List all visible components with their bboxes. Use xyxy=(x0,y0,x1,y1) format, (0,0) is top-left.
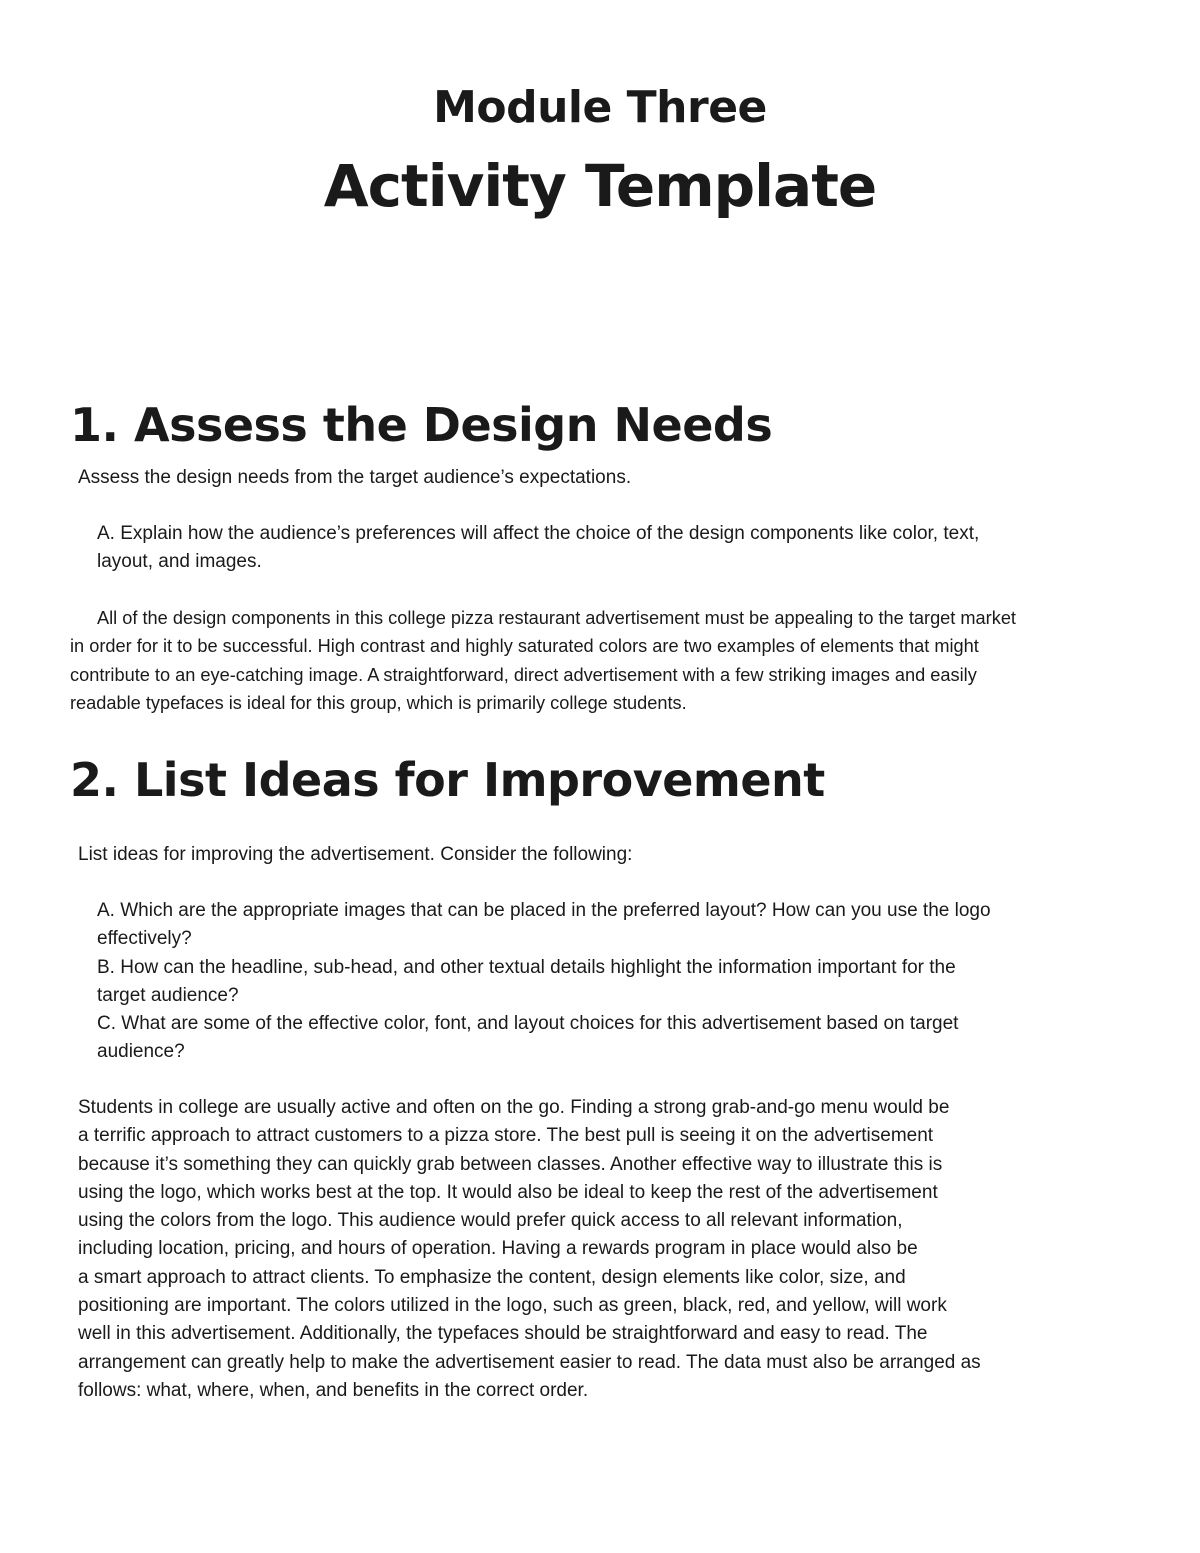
answer-line: readable typefaces is ideal for this group, which is primarily college students. xyxy=(70,692,687,713)
section2-questions xyxy=(97,897,1127,1067)
answer-line: including location, pricing, and hours of operation. Having a rewards program in place would also be xyxy=(78,1238,918,1260)
section1-question-a xyxy=(97,520,1127,577)
answer-line: using the colors from the logo. This audience would prefer quick access to all relevant information, xyxy=(78,1210,903,1232)
section2-answer xyxy=(78,1094,981,1405)
answer-line: a terrific approach to attract customers to a pizza store. The best pull is seeing it on the advertisement xyxy=(78,1125,934,1147)
answer-line: arrangement can greatly help to make the advertisement easier to read. The data must also be arranged as xyxy=(78,1351,981,1373)
section2-heading: 2. List Ideas for Improvement xyxy=(70,753,825,807)
answer-line: well in this advertisement. Additionally, the typefaces should be straightforward and easy to read. The xyxy=(78,1323,928,1345)
question-a-line: effectively? xyxy=(97,928,192,950)
section1-intro: Assess the design needs from the target audience’s expectations. xyxy=(78,467,632,488)
question-c-line: C. What are some of the effective color, font, and layout choices for this advertisement based on target xyxy=(97,1013,959,1035)
question-line: A. Explain how the audience’s preferences will affect the choice of the design components like color, text, xyxy=(97,523,980,544)
answer-line: using the logo, which works best at the top. It would also be ideal to keep the rest of the advertisement xyxy=(78,1181,938,1203)
answer-line: contribute to an eye-catching image. A straightforward, direct advertisement with a few striking images and easily xyxy=(70,664,977,685)
answer-line: follows: what, where, when, and benefits in the correct order. xyxy=(78,1379,589,1401)
question-c-line: audience? xyxy=(97,1041,185,1063)
question-line: layout, and images. xyxy=(97,551,262,573)
question-b-line: target audience? xyxy=(97,984,239,1006)
answer-line: in order for it to be successful. High contrast and highly saturated colors are two examples of elements that might xyxy=(70,636,979,657)
answer-line: because it’s something they can quickly grab between classes. Another effective way to illustrate this is xyxy=(78,1153,943,1175)
question-a-line: A. Which are the appropriate images that can be placed in the preferred layout? How can you use the logo xyxy=(97,900,991,921)
section2-intro: List ideas for improving the advertisement. Consider the following: xyxy=(78,844,633,865)
activity-template-title: Activity Template xyxy=(323,152,877,220)
section1-answer xyxy=(70,604,1016,717)
answer-line: Students in college are usually active and often on the go. Finding a strong grab-and-go menu would be xyxy=(78,1097,950,1118)
module-title: Module Three xyxy=(433,82,767,133)
section1-heading: 1. Assess the Design Needs xyxy=(70,398,773,452)
question-b-line: B. How can the headline, sub-head, and other textual details highlight the information important for the xyxy=(97,956,956,978)
answer-line: positioning are important. The colors utilized in the logo, such as green, black, red, and yellow, will work xyxy=(78,1295,947,1317)
answer-line: All of the design components in this college pizza restaurant advertisement must be appealing to the target market xyxy=(97,608,1016,628)
answer-line: a smart approach to attract clients. To emphasize the content, design elements like color, size, and xyxy=(78,1266,906,1288)
